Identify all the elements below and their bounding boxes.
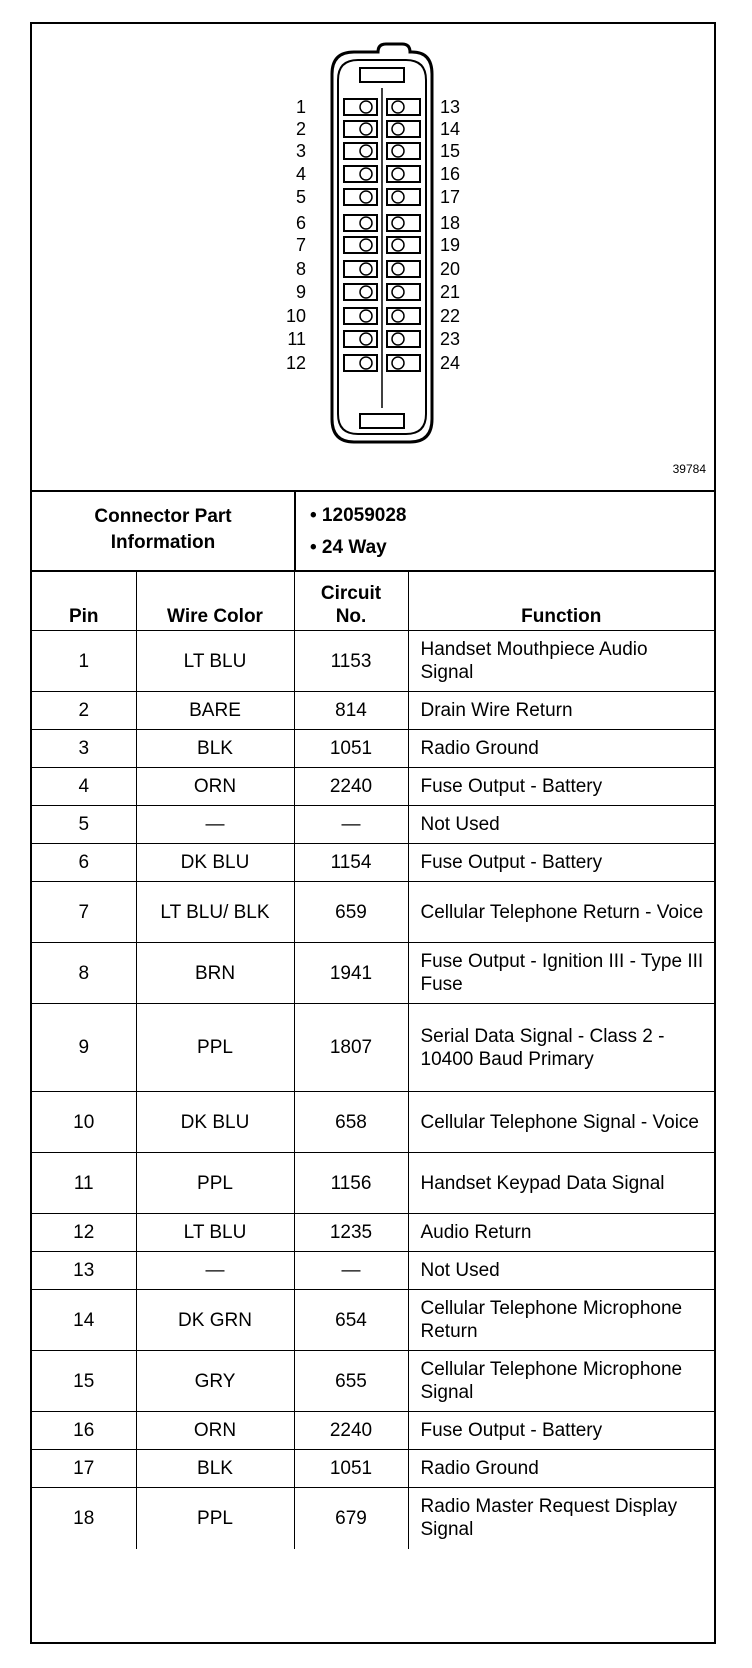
cell-circuit-no: 654 <box>294 1290 408 1351</box>
cell-circuit-no: 814 <box>294 692 408 730</box>
cell-wire-color: ORN <box>136 768 294 806</box>
table-row <box>32 1004 714 1092</box>
cell-function: Handset Keypad Data Signal <box>408 1153 714 1214</box>
terminal-contact <box>360 333 372 345</box>
table-row <box>32 1412 714 1450</box>
cell-circuit-no: 679 <box>294 1488 408 1549</box>
table-row <box>32 943 714 1004</box>
pin-number-label: 21 <box>440 282 461 302</box>
table-row <box>32 882 714 943</box>
cell-pin: 6 <box>32 844 136 882</box>
cell-function: Cellular Telephone Return - Voice <box>408 882 714 943</box>
pin-number-label: 8 <box>295 259 306 279</box>
cell-circuit-no: — <box>294 806 408 844</box>
terminal-contact <box>392 286 404 298</box>
cell-pin: 7 <box>32 882 136 943</box>
table-row <box>32 768 714 806</box>
table-row <box>32 1153 714 1214</box>
cell-circuit-no: 1154 <box>294 844 408 882</box>
cell-circuit-no: 1156 <box>294 1153 408 1214</box>
table-row <box>32 1351 714 1412</box>
header-pin: Pin <box>32 570 136 631</box>
table-row <box>32 1252 714 1290</box>
cell-pin: 16 <box>32 1412 136 1450</box>
connector-diagram <box>32 24 714 492</box>
terminal-contact <box>360 239 372 251</box>
cell-circuit-no: 1153 <box>294 631 408 692</box>
pin-number-label: 20 <box>440 259 461 279</box>
cell-pin: 3 <box>32 730 136 768</box>
cell-pin: 11 <box>32 1153 136 1214</box>
terminal-contact <box>360 263 372 275</box>
cell-wire-color: LT BLU/ BLK <box>136 882 294 943</box>
table-row <box>32 692 714 730</box>
connector-top-latch <box>360 68 404 82</box>
cell-function: Not Used <box>408 1252 714 1290</box>
cell-wire-color: ORN <box>136 1412 294 1450</box>
terminal-contact <box>360 168 372 180</box>
cell-circuit-no: 1941 <box>294 943 408 1004</box>
table-row <box>32 1092 714 1153</box>
cell-wire-color: BLK <box>136 1450 294 1488</box>
cell-wire-color: BLK <box>136 730 294 768</box>
terminal-contact <box>392 123 404 135</box>
cell-pin: 5 <box>32 806 136 844</box>
cell-wire-color: DK BLU <box>136 1092 294 1153</box>
pin-number-label: 24 <box>440 353 461 373</box>
cell-function: Serial Data Signal - Class 2 - 10400 Baud Primary <box>408 1004 714 1092</box>
cell-wire-color: — <box>136 1252 294 1290</box>
table-row <box>32 844 714 882</box>
terminal-contact <box>392 239 404 251</box>
cell-function: Not Used <box>408 806 714 844</box>
pin-number-label: 12 <box>285 353 306 373</box>
header-circuit-line1: Circuit <box>320 583 382 604</box>
cell-wire-color: BARE <box>136 692 294 730</box>
header-function: Function <box>408 570 714 631</box>
terminal-contact <box>360 145 372 157</box>
cell-wire-color: PPL <box>136 1153 294 1214</box>
pinout-header-row <box>32 570 714 631</box>
pin-number-label: 2 <box>295 119 306 139</box>
cell-pin: 12 <box>32 1214 136 1252</box>
pin-number-label: 3 <box>295 141 306 161</box>
cell-wire-color: DK BLU <box>136 844 294 882</box>
cell-function: Handset Mouthpiece Audio Signal <box>408 631 714 692</box>
table-row <box>32 1290 714 1351</box>
pin-number-label: 1 <box>295 97 306 117</box>
header-wire-color: Wire Color <box>136 570 294 631</box>
terminal-contact <box>392 101 404 113</box>
terminal-contact <box>360 217 372 229</box>
way-count: • 24 Way <box>310 537 387 558</box>
part-number: • 12059028 <box>310 505 407 526</box>
cell-circuit-no: 658 <box>294 1092 408 1153</box>
connector-drawing <box>32 24 718 490</box>
cell-function: Radio Master Request Display Signal <box>408 1488 714 1549</box>
header-circuit-no <box>294 570 408 631</box>
cell-circuit-no: 655 <box>294 1351 408 1412</box>
pin-number-label: 6 <box>295 213 306 233</box>
cell-pin: 15 <box>32 1351 136 1412</box>
pin-number-label: 19 <box>440 235 461 255</box>
pin-number-label: 10 <box>285 306 306 326</box>
cell-function: Cellular Telephone Microphone Signal <box>408 1351 714 1412</box>
table-row <box>32 730 714 768</box>
cell-pin: 17 <box>32 1450 136 1488</box>
cell-pin: 10 <box>32 1092 136 1153</box>
cell-pin: 8 <box>32 943 136 1004</box>
terminal-contact <box>392 310 404 322</box>
pin-number-label: 18 <box>440 213 461 233</box>
cell-circuit-no: 2240 <box>294 1412 408 1450</box>
pin-number-label: 17 <box>440 187 461 207</box>
table-row <box>32 1488 714 1549</box>
info-label-line2: Information <box>110 532 216 553</box>
terminal-contact <box>360 191 372 203</box>
terminal-contact <box>392 357 404 369</box>
pinout-table <box>32 570 714 1549</box>
cell-wire-color: PPL <box>136 1488 294 1549</box>
cell-pin: 4 <box>32 768 136 806</box>
info-label-line1: Connector Part <box>94 506 232 527</box>
table-row <box>32 806 714 844</box>
cell-circuit-no: 659 <box>294 882 408 943</box>
pin-number-label: 4 <box>295 164 306 184</box>
cell-pin: 2 <box>32 692 136 730</box>
terminal-contact <box>360 286 372 298</box>
terminal-contact <box>360 101 372 113</box>
cell-wire-color: BRN <box>136 943 294 1004</box>
terminal-contact <box>392 168 404 180</box>
cell-function: Radio Ground <box>408 1450 714 1488</box>
pin-number-label: 23 <box>440 329 461 349</box>
pin-number-label: 9 <box>295 282 306 302</box>
cell-wire-color: LT BLU <box>136 631 294 692</box>
table-row <box>32 1450 714 1488</box>
cell-circuit-no: 2240 <box>294 768 408 806</box>
cell-function: Radio Ground <box>408 730 714 768</box>
terminal-contact <box>392 263 404 275</box>
terminal-contact <box>392 217 404 229</box>
terminal-contact <box>360 310 372 322</box>
pin-number-label: 15 <box>440 141 461 161</box>
cell-wire-color: GRY <box>136 1351 294 1412</box>
cell-function: Drain Wire Return <box>408 692 714 730</box>
cell-pin: 13 <box>32 1252 136 1290</box>
connector-sheet <box>30 22 716 1644</box>
cell-circuit-no: 1807 <box>294 1004 408 1092</box>
cell-wire-color: DK GRN <box>136 1290 294 1351</box>
cell-wire-color: — <box>136 806 294 844</box>
cell-function: Cellular Telephone Microphone Return <box>408 1290 714 1351</box>
terminal-contact <box>360 123 372 135</box>
connector-part-info-label <box>32 490 296 570</box>
cell-wire-color: PPL <box>136 1004 294 1092</box>
cell-function: Fuse Output - Battery <box>408 844 714 882</box>
pin-number-label: 11 <box>287 329 306 349</box>
cell-pin: 14 <box>32 1290 136 1351</box>
cell-wire-color: LT BLU <box>136 1214 294 1252</box>
terminal-contact <box>392 333 404 345</box>
terminal-contact <box>360 357 372 369</box>
connector-bottom-latch <box>360 414 404 428</box>
cell-function: Fuse Output - Battery <box>408 1412 714 1450</box>
pin-number-label: 13 <box>440 97 461 117</box>
terminal-contact <box>392 191 404 203</box>
pin-number-label: 7 <box>295 235 306 255</box>
cell-function: Fuse Output - Ignition III - Type III Fuse <box>408 943 714 1004</box>
cell-function: Cellular Telephone Signal - Voice <box>408 1092 714 1153</box>
terminal-contact <box>392 145 404 157</box>
table-row <box>32 1214 714 1252</box>
figure-id: 39784 <box>672 462 706 476</box>
connector-part-info <box>32 490 714 572</box>
header-circuit-line2: No. <box>335 606 367 627</box>
pin-number-label: 16 <box>440 164 461 184</box>
cell-circuit-no: 1235 <box>294 1214 408 1252</box>
cell-circuit-no: 1051 <box>294 730 408 768</box>
cell-function: Fuse Output - Battery <box>408 768 714 806</box>
cell-pin: 9 <box>32 1004 136 1092</box>
cell-pin: 1 <box>32 631 136 692</box>
cell-pin: 18 <box>32 1488 136 1549</box>
pin-number-label: 14 <box>440 119 461 139</box>
cell-circuit-no: 1051 <box>294 1450 408 1488</box>
connector-part-info-values <box>310 500 406 564</box>
cell-circuit-no: — <box>294 1252 408 1290</box>
table-row <box>32 631 714 692</box>
pin-number-label: 5 <box>295 187 306 207</box>
pin-number-label: 22 <box>440 306 461 326</box>
cell-function: Audio Return <box>408 1214 714 1252</box>
